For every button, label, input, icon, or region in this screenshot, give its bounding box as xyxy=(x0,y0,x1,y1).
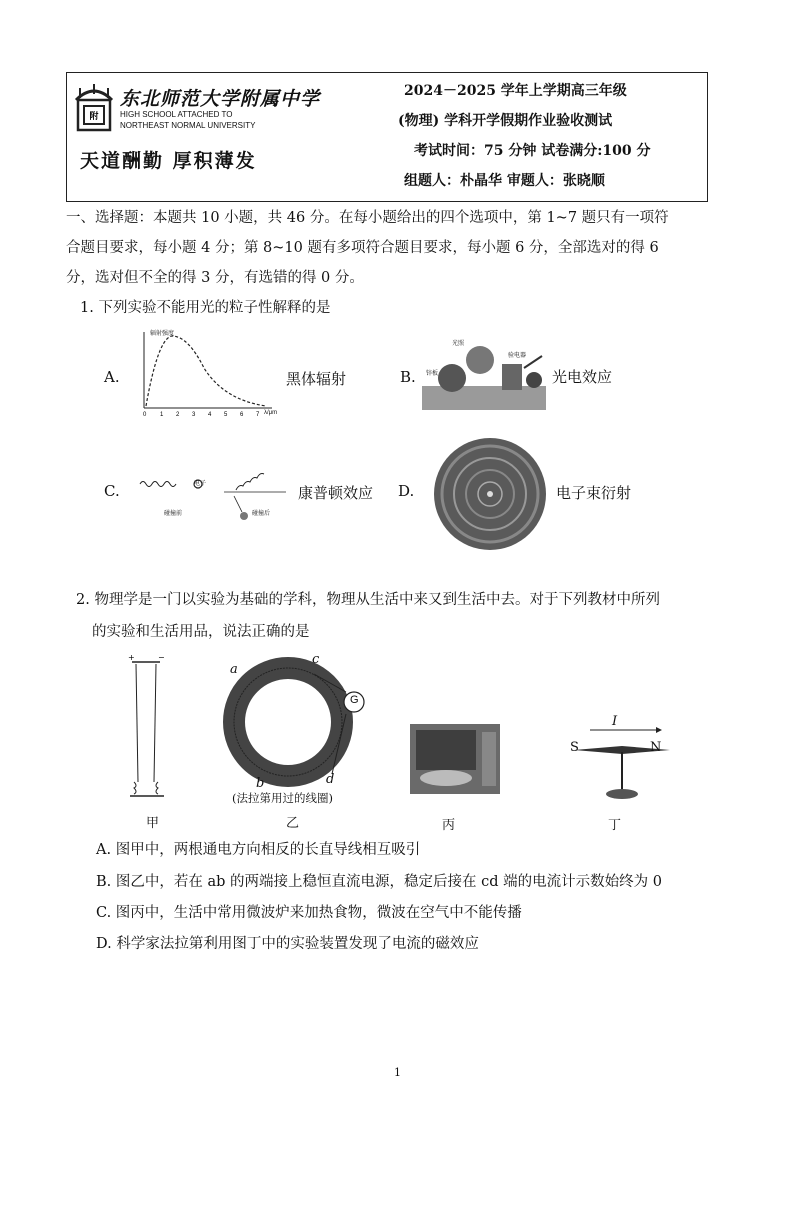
fig-yi-point-c: c xyxy=(312,652,320,667)
fig-yi-caption: (法拉第用过的线圈) xyxy=(232,791,333,805)
galvanometer-icon: G xyxy=(350,694,359,706)
q1-option-d-caption: 电子束衍射 xyxy=(556,484,632,502)
q1-option-b-caption: 光电效应 xyxy=(552,368,613,386)
fig-jia-label: 甲 xyxy=(146,816,160,831)
school-emblem-icon xyxy=(72,82,116,136)
q2-option-c: C. 图丙中，生活中常用微波炉来加热食物，微波在空气中不能传播 xyxy=(96,905,522,921)
compton-electron-label: 电子 xyxy=(194,481,207,487)
photoelectric-label-2: 锌板 xyxy=(426,371,439,377)
compton-after-label: 碰撞后 xyxy=(252,511,271,517)
photoelectric-label-1: 光照 xyxy=(452,341,465,347)
fig-yi-point-a: a xyxy=(230,662,238,677)
current-label: I xyxy=(612,714,618,729)
section-intro-1: 一、选择题：本题共 10 小题，共 46 分。在每小题给出的四个选项中，第 1~7 题只有一项符 xyxy=(66,210,669,226)
svg-text:4: 4 xyxy=(208,412,212,418)
svg-text:3: 3 xyxy=(192,412,196,418)
school-name-en-2: NORTHEAST NORMAL UNIVERSITY xyxy=(120,121,256,130)
header-exam-time: 考试时间：75 分钟 试卷满分:100 分 xyxy=(414,143,651,159)
fig-yi-point-b: b xyxy=(256,776,265,791)
q2-stem-2: 的实验和生活用品，说法正确的是 xyxy=(92,624,310,640)
blackbody-chart xyxy=(138,328,278,420)
q1-stem: 1. 下列实验不能用光的粒子性解释的是 xyxy=(80,300,331,316)
q1-option-c-caption: 康普顿效应 xyxy=(298,484,374,502)
section-intro-2: 合题目要求，每小题 4 分；第 8~10 题有多项符合题目要求，每小题 6 分，全部选对的得 6 xyxy=(66,240,659,256)
q1-option-c-letter: C. xyxy=(104,482,120,500)
electron-diffraction-image xyxy=(432,436,548,552)
fig-yi-label: 乙 xyxy=(286,816,300,831)
q1-option-d-letter: D. xyxy=(398,482,415,500)
fig-yi-point-d: d xyxy=(326,772,335,787)
svg-text:附: 附 xyxy=(89,112,99,122)
compass-s-label: S xyxy=(570,740,579,755)
photoelectric-image xyxy=(422,334,546,410)
q2-option-a: A. 图甲中，两根通电方向相反的长直导线相互吸引 xyxy=(96,842,421,858)
svg-text:1: 1 xyxy=(160,412,164,418)
fig-ding-label: 丁 xyxy=(608,818,622,833)
q1-option-b-letter: B. xyxy=(400,368,416,386)
svg-text:+: + xyxy=(128,653,135,662)
q1-option-a-letter: A. xyxy=(104,368,120,386)
microwave-oven-image xyxy=(406,716,508,800)
compass-experiment-figure xyxy=(560,716,686,806)
school-name-cn: 东北师范大学附属中学 xyxy=(120,88,321,110)
svg-text:−: − xyxy=(158,653,165,662)
section-intro-3: 分，选对但不全的得 3 分，有选错的得 0 分。 xyxy=(66,270,364,286)
school-name-en-1: HIGH SCHOOL ATTACHED TO xyxy=(120,110,233,119)
photoelectric-label-3: 验电器 xyxy=(508,353,527,359)
svg-text:5: 5 xyxy=(224,412,228,418)
compton-before-label: 碰撞前 xyxy=(164,511,183,517)
svg-text:7: 7 xyxy=(256,412,260,418)
compass-n-label: N xyxy=(650,740,662,755)
faraday-ring-figure xyxy=(222,656,372,788)
header-exam-title: (物理) 学科开学假期作业验收测试 xyxy=(398,113,613,129)
svg-text:6: 6 xyxy=(240,412,244,418)
svg-text:0: 0 xyxy=(143,412,147,418)
fig-bing-label: 丙 xyxy=(442,818,456,833)
svg-text:2: 2 xyxy=(176,412,180,418)
q2-option-d: D. 科学家法拉第利用图丁中的实验装置发现了电流的磁效应 xyxy=(96,936,479,952)
blackbody-xunit: λ/μm xyxy=(264,410,278,416)
header-year: 2024－2025 学年上学期高三年级 xyxy=(404,83,627,99)
blackbody-ylabel: 辐射强度 xyxy=(150,331,175,337)
q2-option-b: B. 图乙中，若在 ab 的两端接上稳恒直流电源，稳定后接在 cd 端的电流计示数始终为 0 xyxy=(96,874,662,890)
q2-stem-1: 2. 物理学是一门以实验为基础的学科，物理从生活中来又到生活中去。对于下列教材中所列 xyxy=(76,592,660,608)
parallel-wires-figure xyxy=(124,652,170,802)
page-number: 1 xyxy=(394,1066,401,1079)
compton-diagram xyxy=(136,450,296,530)
school-motto: 天道酬勤 厚积薄发 xyxy=(80,150,257,172)
q1-option-a-caption: 黑体辐射 xyxy=(286,370,347,388)
header-authors: 组题人：朴晶华 审题人：张晓顺 xyxy=(404,173,605,189)
